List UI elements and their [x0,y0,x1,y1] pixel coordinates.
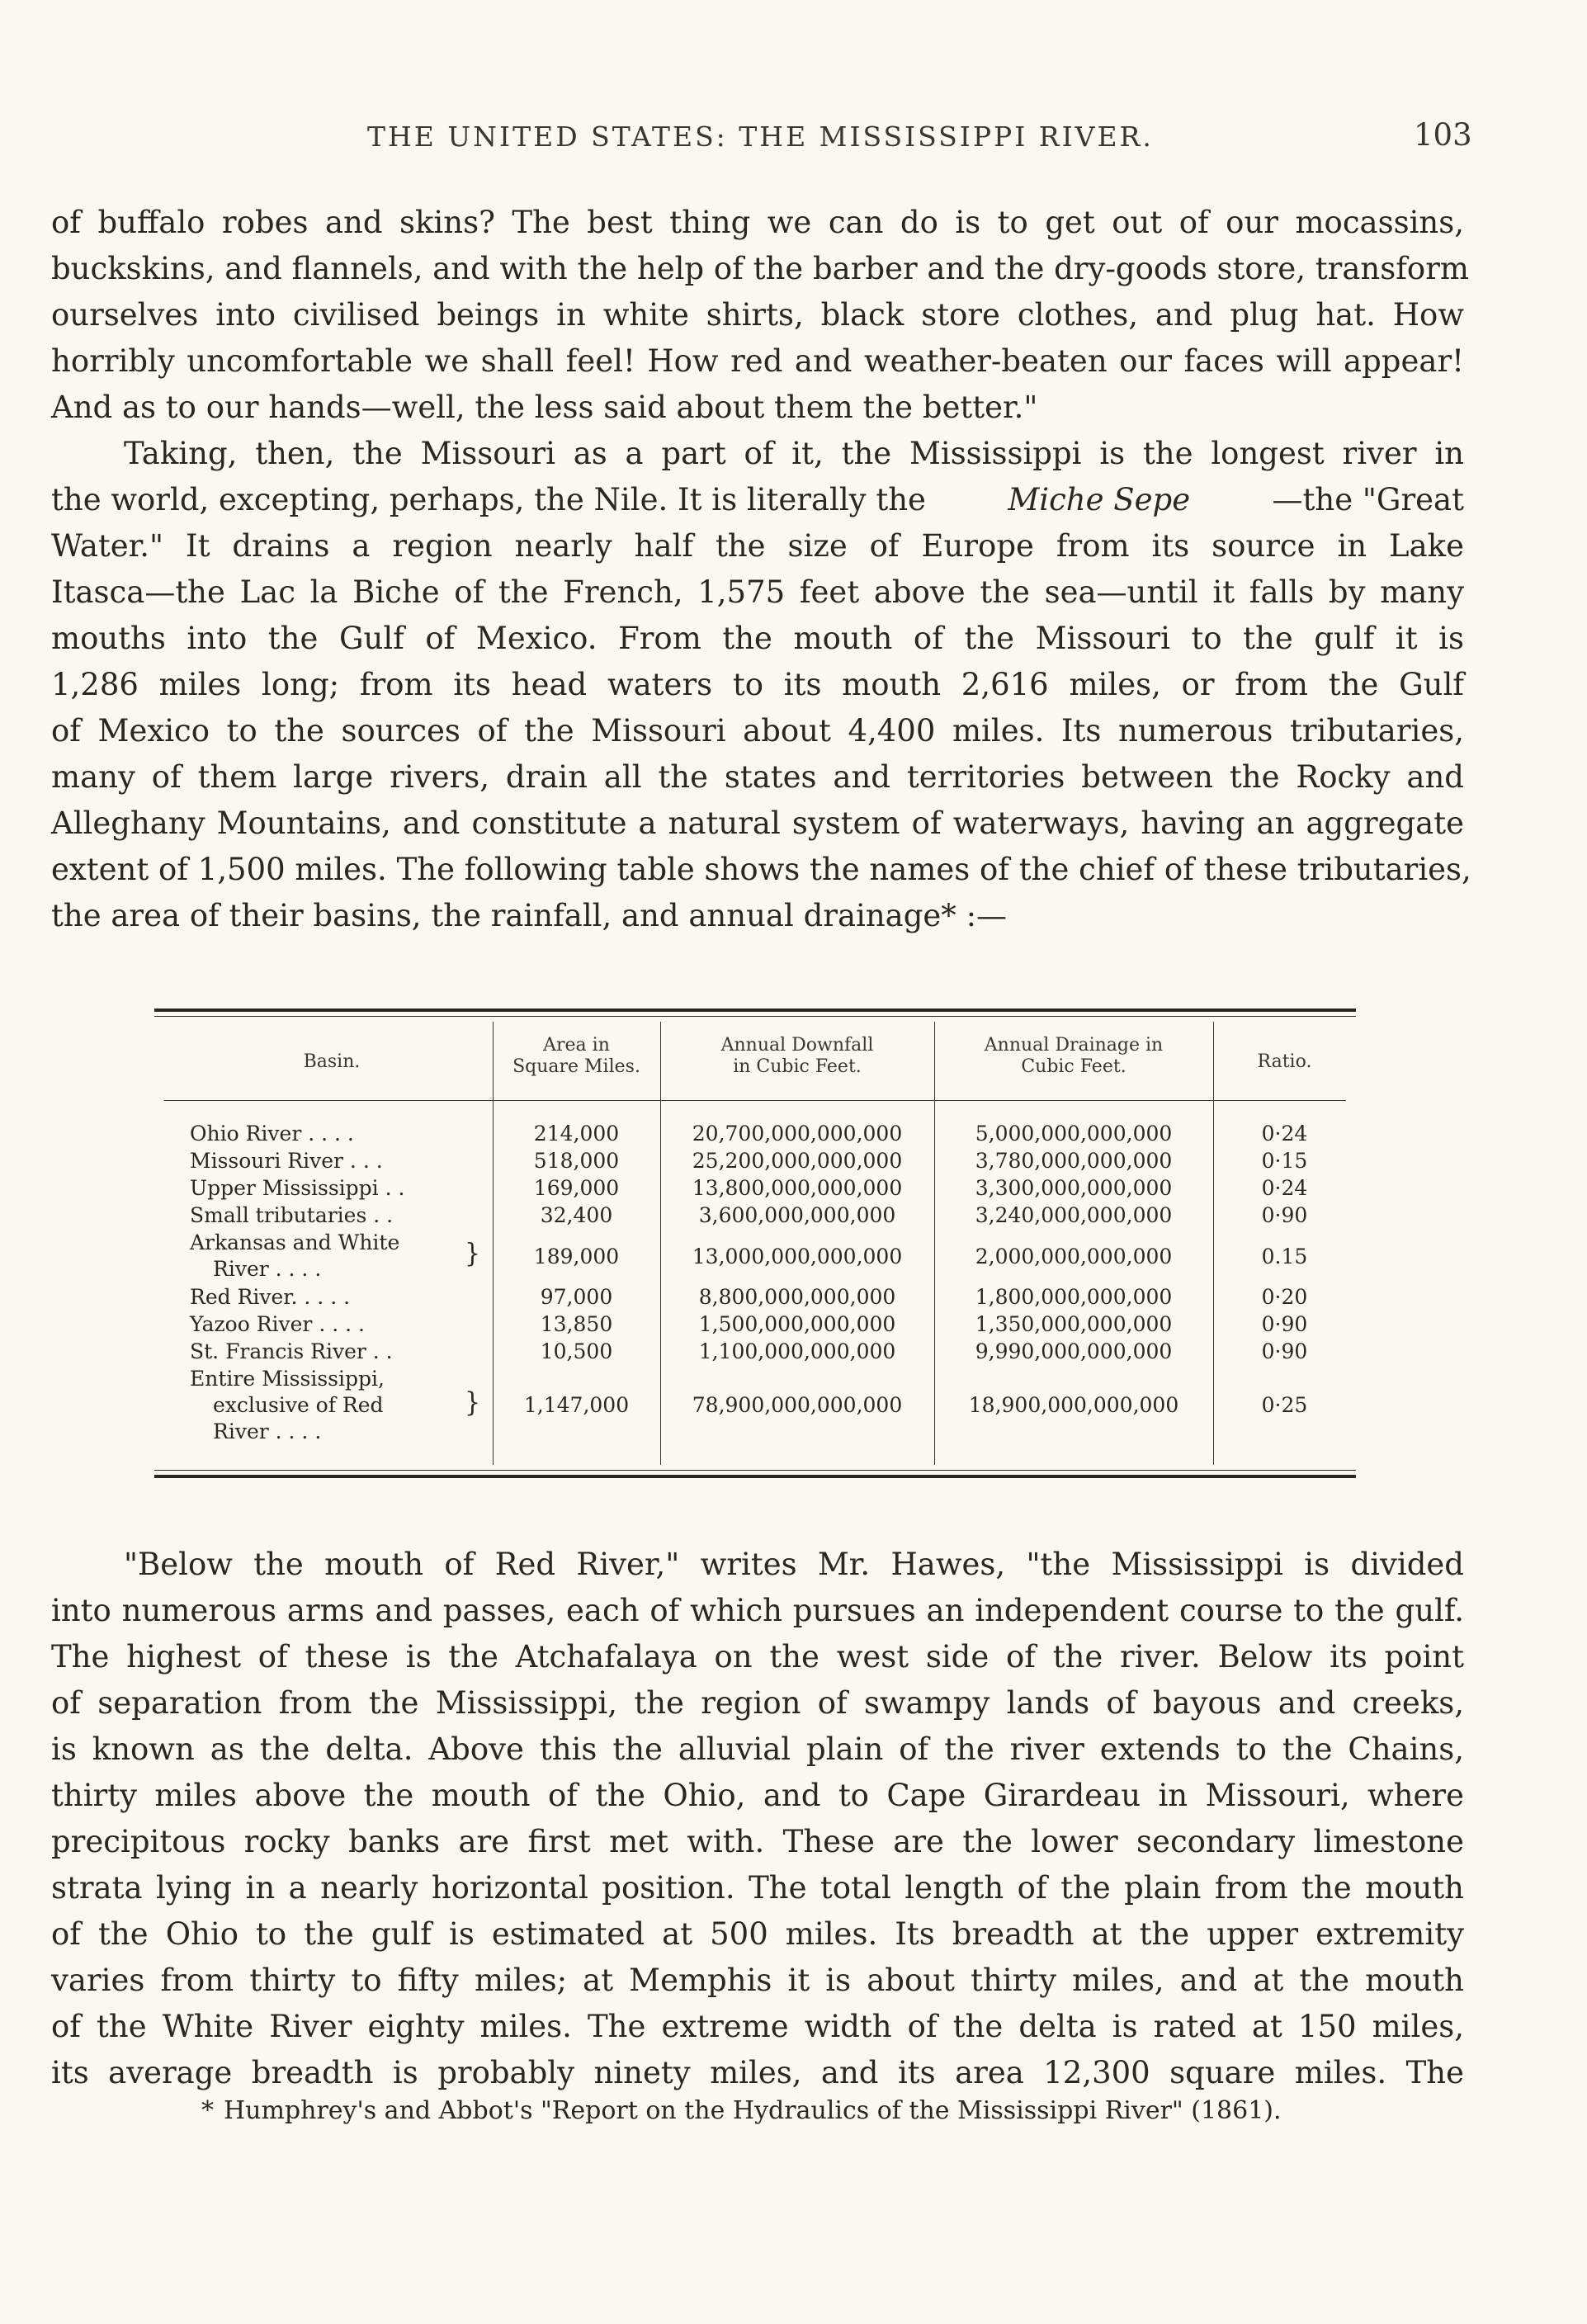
table-cell-basin: Small tributaries . . [190,1203,394,1227]
paragraph-3 [51,1542,1464,2096]
text-line: many of them large rivers, drain all the states and territories between the Rocky and [51,759,1464,795]
text-line: of separation from the Mississippi, the region of swampy lands of bayous and creeks, [51,1685,1464,1721]
table-cell-downfall: 3,600,000,000,000 [698,1203,896,1227]
table-cell-drainage: 1,800,000,000,000 [975,1285,1173,1309]
text-line: of Mexico to the sources of the Missouri about 4,400 miles. Its numerous tributaries, [51,713,1464,749]
table-cell-basin: Entire Mississippi, [190,1367,385,1391]
page-number: 103 [1414,117,1472,153]
text-line: Alleghany Mountains, and constitute a natural system of waterways, having an aggregate [51,805,1464,841]
table-cell-drainage: 3,240,000,000,000 [975,1203,1173,1227]
right-brace-icon: } [465,1386,481,1419]
text-line: 1,286 miles long; from its head waters to its mouth 2,616 miles, or from the Gulf [51,667,1464,702]
table-cell-drainage: 18,900,000,000,000 [968,1393,1179,1417]
header-line: in Cubic Feet. [733,1056,862,1077]
table-cell-basin: Missouri River . . . [190,1149,383,1173]
text-line: extent of 1,500 miles. The following table shows the names of the chief of these tributaries, [51,852,1471,887]
table-cell-basin: Ohio River . . . . [190,1122,354,1145]
paragraph-1 [51,200,1469,431]
table-cell-basin: Arkansas and White [190,1230,400,1254]
text-line: varies from thirty to fifty miles; at Memphis it is about thirty miles, and at the mouth [51,1963,1464,1998]
text-line: of the Ohio to the gulf is estimated at 500 miles. Its breadth at the upper extremity [51,1916,1464,1952]
text-line: The highest of these is the Atchafalaya on the west side of the river. Below its point [51,1639,1464,1675]
table-cell-downfall: 13,000,000,000,000 [692,1245,903,1268]
table-cell-drainage: 2,000,000,000,000 [975,1245,1173,1268]
text-segment: —the "Great [1272,482,1464,517]
table-cell-area: 13,850 [540,1312,613,1336]
text-line: into numerous arms and passes, each of which pursues an independent course to the gulf. [51,1593,1464,1628]
text-line: Taking, then, the Missouri as a part of it, the Mississippi is the longest river in [124,436,1464,471]
table-cell-ratio: 0.15 [1261,1245,1308,1268]
table-cell-drainage: 5,000,000,000,000 [975,1122,1173,1145]
table-cell-area: 32,400 [540,1203,613,1227]
table-cell-drainage: 1,350,000,000,000 [975,1312,1173,1336]
table-cell-basin: Upper Mississippi . . [190,1176,405,1200]
table-cell-basin: St. Francis River . . [190,1339,393,1363]
paragraph-2 [51,431,1471,939]
table-cell-area: 189,000 [533,1245,620,1268]
header-rule [164,1100,1346,1101]
table-cell-ratio: 0·15 [1261,1149,1308,1173]
table-cell-basin: exclusive of Red [213,1393,384,1417]
table-cell-basin: River . . . . [213,1257,322,1281]
table-cell-downfall: 13,800,000,000,000 [692,1176,903,1200]
table-cell-ratio: 0·20 [1261,1285,1308,1309]
table-cell-area: 518,000 [533,1149,620,1173]
running-head: THE UNITED STATES: THE MISSISSIPPI RIVER. [367,120,1154,153]
table-cell-downfall: 8,800,000,000,000 [698,1285,896,1309]
text-line: is known as the delta. Above this the alluvial plain of the river extends to the Chains, [51,1731,1464,1767]
text-line: strata lying in a nearly horizontal position. The total length of the plain from the mouth [51,1870,1464,1906]
header-line: Annual Downfall [720,1035,874,1056]
column-header-ratio: Ratio. [1257,1051,1312,1072]
header-line: Annual Drainage in [984,1035,1164,1056]
table-cell-area: 169,000 [533,1176,620,1200]
footnote [201,2096,1282,2125]
text-line: of buffalo robes and skins? The best thing we can do is to get out of our mocassins, [51,205,1464,240]
text-line: "Below the mouth of Red River," writes Mr. Hawes, "the Mississippi is divided [124,1547,1464,1582]
table-cell-ratio: 0·24 [1261,1122,1308,1145]
column-header-downfall [660,1035,934,1078]
header-line: Cubic Feet. [1021,1056,1126,1077]
text-line: precipitous rocky banks are first met with. These are the lower secondary limestone [51,1824,1464,1859]
italic-phrase: Miche Sepe [1008,482,1191,517]
table-cell-downfall: 1,500,000,000,000 [698,1312,896,1336]
header-line: Area in [543,1035,610,1056]
table-cell-basin: Yazoo River . . . . [190,1312,365,1336]
table-cell-ratio: 0·90 [1261,1339,1308,1363]
text-line: of the White River eighty miles. The extreme width of the delta is rated at 150 miles, [51,2009,1464,2044]
text-line: horribly uncomfortable we shall feel! How red and weather-beaten our faces will appear! [51,343,1464,379]
table-cell-drainage: 9,990,000,000,000 [975,1339,1173,1363]
text-line: Water." It drains a region nearly half the size of Europe from its source in Lake [51,528,1464,564]
table-cell-downfall: 1,100,000,000,000 [698,1339,896,1363]
table-cell-drainage: 3,300,000,000,000 [975,1176,1173,1200]
table-cell-area: 10,500 [540,1339,613,1363]
text-line: the area of their basins, the rainfall, and annual drainage* :— [51,898,1008,933]
table-cell-downfall: 25,200,000,000,000 [692,1149,903,1173]
footnote-text: Humphrey's and Abbot's "Report on the Hydraulics of the Mississippi River" (1861). [224,2096,1282,2125]
text-line: ourselves into civilised beings in white shirts, black store clothes, and plug hat. How [51,297,1464,333]
table-cell-area: 97,000 [540,1285,613,1309]
column-header-drainage [934,1035,1213,1078]
table-cell-ratio: 0·24 [1261,1176,1308,1200]
table-cell-area: 1,147,000 [523,1393,630,1417]
text-line: Itasca—the Lac la Biche of the French, 1,575 feet above the sea—until it falls by many [51,574,1464,610]
column-header-area [493,1035,660,1078]
text-line: And as to our hands—well, the less said about them the better." [51,390,1038,425]
table-cell-drainage: 3,780,000,000,000 [975,1149,1173,1173]
text-line [51,477,1464,523]
text-line: its average breadth is probably ninety miles, and its area 12,300 square miles. The [51,2055,1464,2090]
table-cell-ratio: 0·25 [1261,1393,1308,1417]
table-cell-downfall: 78,900,000,000,000 [692,1393,903,1417]
text-line: thirty miles above the mouth of the Ohio, and to Cape Girardeau in Missouri, where [51,1778,1464,1813]
column-header-basin: Basin. [303,1051,361,1072]
tributaries-table [154,1008,1356,1478]
table-cell-area: 214,000 [533,1122,620,1145]
table-cell-basin: River . . . . [213,1419,322,1443]
header-line: Square Miles. [512,1056,640,1077]
text-line: mouths into the Gulf of Mexico. From the mouth of the Missouri to the gulf it is [51,621,1464,656]
text-line: buckskins, and flannels, and with the help of the barber and the dry-goods store, transform [51,251,1469,286]
table-cell-ratio: 0·90 [1261,1203,1308,1227]
table-cell-downfall: 20,700,000,000,000 [692,1122,903,1145]
text-segment: the world, excepting, perhaps, the Nile. It is literally the [51,482,926,517]
table-cell-basin: Red River. . . . . [190,1285,351,1309]
footnote-marker: * [201,2096,214,2125]
table-cell-ratio: 0·90 [1261,1312,1308,1336]
right-brace-icon: } [465,1239,481,1269]
